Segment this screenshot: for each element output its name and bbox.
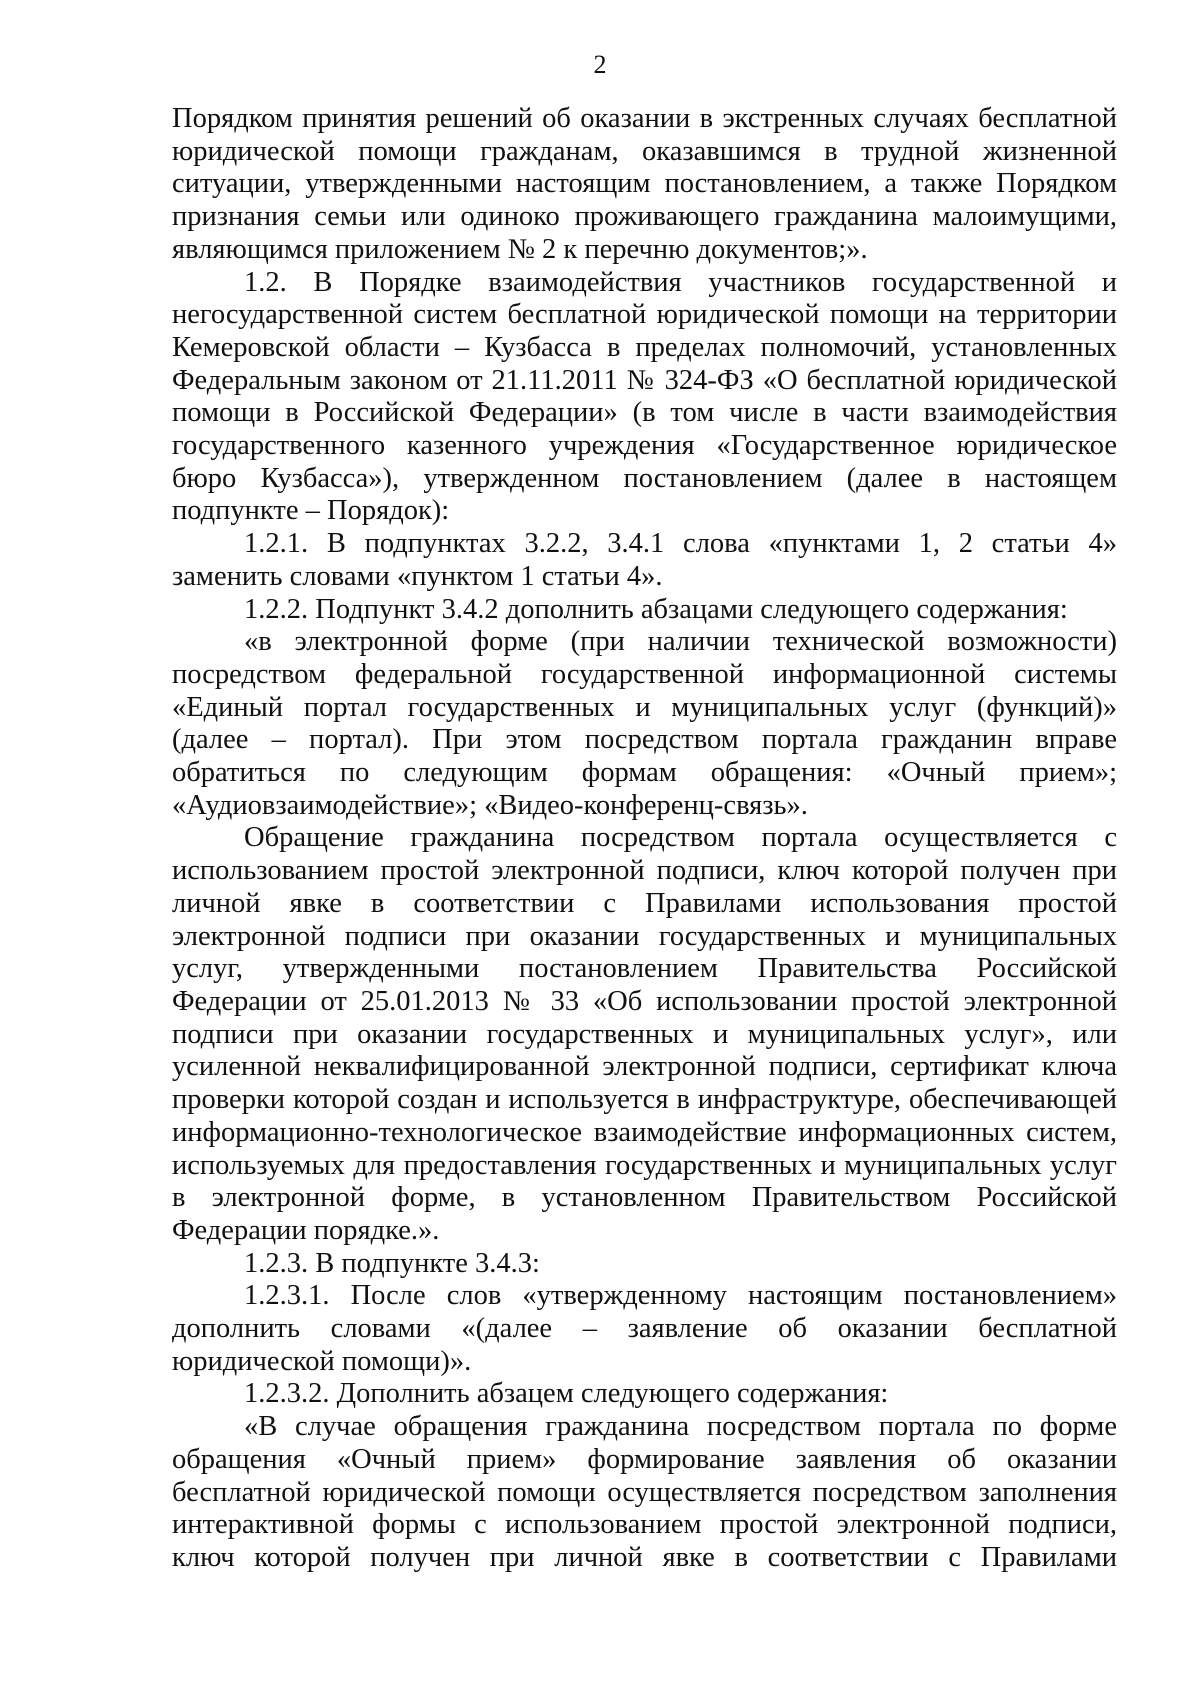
paragraph: 1.2. В Порядке взаимодействия участников государственной и негосударственной систем бесплатной юридической помощи на территории Кемеровской области – Кузбасса в пределах полномочий, установленных Федеральным законом от 21.11.2011 № 324-ФЗ «О бесплатной юридической помощи в Российской Федерации» (в том числе в части взаимодействия государственного казенного учреждения «Государственное юридическое бюро Кузбасса»), утвержденном постановлением (далее в настоящем подпункте – Порядок): <box>172 266 1117 527</box>
paragraph: Обращение гражданина посредством портала осуществляется с использованием простой электронной подписи, ключ которой получен при личной явке в соответствии с Правилами использования простой электронной подписи при оказании государственных и муниципальных услуг, утвержденными постановлением Правительства Российской Федерации от 25.01.2013 № 33 «Об использовании простой электронной подписи при оказании государственных и муниципальных услуг», или усиленной неквалифицированной электронной подписи, сертификат ключа проверки которой создан и используется в инфраструктуре, обеспечивающей информационно-технологическое взаимодействие информационных систем, используемых для предоставления государственных и муниципальных услуг в электронной форме, в установленном Правительством Российской Федерации порядке.». <box>172 822 1117 1246</box>
paragraph: 1.2.3. В подпункте 3.4.3: <box>244 1247 540 1279</box>
paragraph: Порядком принятия решений об оказании в экстренных случаях бесплатной юридической помощи гражданам, оказавшимся в трудной жизненной ситуации, утвержденными настоящим постановлением, а также Порядком признания семьи или одиноко проживающего гражданина малоимущими, являющимся приложением № 2 к перечню документов;». <box>172 103 1117 265</box>
paragraph: 1.2.3.2. Дополнить абзацем следующего содержания: <box>244 1378 889 1410</box>
paragraph: «в электронной форме (при наличии технической возможности) посредством федеральной государственной информационной системы «Единый портал государственных и муниципальных услуг (функций)» (далее – портал). При этом посредством портала гражданин вправе обратиться по следующим формам обращения: «Очный прием»; «Аудиовзаимодействие»; «Видео-конференц-связь». <box>172 626 1117 821</box>
paragraph: 1.2.2. Подпункт 3.4.2 дополнить абзацами следующего содержания: <box>244 593 1068 625</box>
document-body <box>172 103 1117 1575</box>
paragraph: «В случае обращения гражданина посредством портала по форме обращения «Очный прием» формирование заявления об оказании бесплатной юридической помощи осуществляется посредством заполнения интерактивной формы с использованием простой электронной подписи, ключ которой получен при личной явке в соответствии с Правилами <box>172 1411 1117 1573</box>
paragraph: 1.2.3.1. После слов «утвержденному настоящим постановлением» дополнить словами «(далее – заявление об оказании бесплатной юридической помощи)». <box>172 1280 1117 1377</box>
page-number: 2 <box>593 50 607 79</box>
paragraph: 1.2.1. В подпунктах 3.2.2, 3.4.1 слова «пунктами 1, 2 статьи 4» заменить словами «пунктом 1 статьи 4». <box>172 528 1117 592</box>
